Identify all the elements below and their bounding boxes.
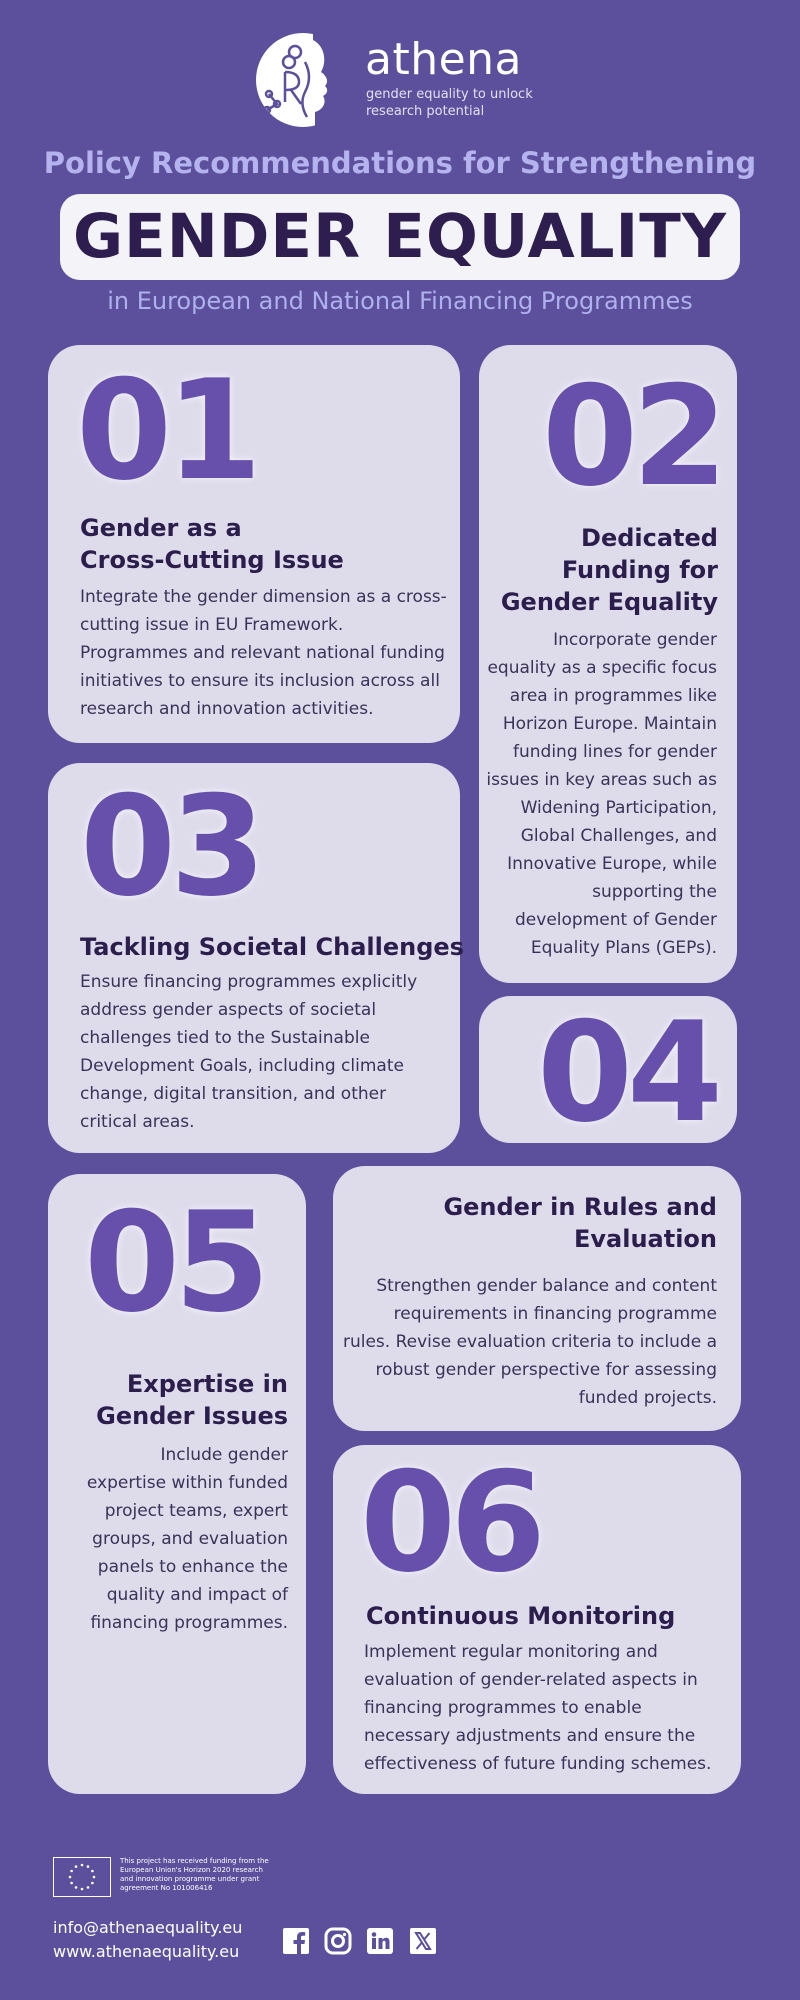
card-body-line: effectiveness of future funding schemes. <box>364 1754 712 1774</box>
eu-notice-line: This project has received funding from the <box>120 1857 269 1865</box>
card-body-line: panels to enhance the <box>97 1557 288 1577</box>
card-body-line: groups, and evaluation <box>92 1529 288 1549</box>
linkedin-icon[interactable] <box>366 1927 394 1955</box>
card-body-line: quality and impact of <box>106 1585 288 1605</box>
card-number: 02 <box>541 356 722 517</box>
card-body-line: Include gender <box>160 1445 288 1465</box>
card-body-line: requirements in financing programme <box>393 1304 717 1324</box>
card-body-line: robust gender perspective for assessing <box>375 1360 717 1380</box>
eu-notice-line: European Union's Horizon 2020 research <box>120 1866 263 1874</box>
card-body <box>364 1638 734 1778</box>
eu-notice-line: and innovation programme under grant <box>120 1875 260 1883</box>
card-body-line: critical areas. <box>80 1112 195 1132</box>
card-title-line: Expertise in <box>126 1370 288 1398</box>
card-body-line: Equality Plans (GEPs). <box>530 938 717 958</box>
card-number: 05 <box>84 1182 265 1343</box>
card-number: 03 <box>80 766 261 927</box>
card-body-line: Widening Participation, <box>520 798 717 818</box>
eu-flag-icon <box>53 1857 111 1897</box>
facebook-icon[interactable] <box>282 1927 310 1955</box>
card-title-line: Funding for <box>561 556 718 584</box>
card-body <box>48 1441 288 1637</box>
eu-notice-line: agreement No 101006416 <box>120 1884 213 1892</box>
card-number: 04 <box>536 992 717 1153</box>
card-body-line: cutting issue in EU Framework. <box>80 615 344 635</box>
card-body-line: address gender aspects of societal <box>80 1000 377 1020</box>
card-title-line: Dedicated <box>581 524 718 552</box>
card-body-line: Strengthen gender balance and content <box>376 1276 717 1296</box>
card-title-line: Gender Issues <box>96 1402 288 1430</box>
card-title-line: Gender in Rules and <box>443 1193 717 1221</box>
card-title <box>333 1191 717 1255</box>
card-body-line: Innovative Europe, while <box>507 854 717 874</box>
card-title-line: Cross-Cutting Issue <box>80 546 344 574</box>
card-body-line: funded projects. <box>578 1388 717 1408</box>
card-body-line: evaluation of gender-related aspects in <box>364 1670 698 1690</box>
brand-name: athena <box>365 34 523 85</box>
card-body-line: issues in key areas such as <box>486 770 717 790</box>
brand-tagline-line: gender equality to unlock <box>366 87 533 102</box>
card-body-line: expertise within funded <box>86 1473 288 1493</box>
card-body-line: Global Challenges, and <box>520 826 717 846</box>
card-body-line: project teams, expert <box>104 1501 288 1521</box>
card-body-line: funding lines for gender <box>513 742 717 762</box>
card-body-line: Development Goals, including climate <box>80 1056 404 1076</box>
brand-tagline <box>366 86 566 120</box>
card-body-line: development of Gender <box>515 910 717 930</box>
card-title-line: Gender as a <box>80 514 242 542</box>
card-body-line: Incorporate gender <box>553 630 717 650</box>
card-title-line: Gender Equality <box>500 588 718 616</box>
card-number: 01 <box>76 350 257 511</box>
card-body-line: Integrate the gender dimension as a cross- <box>80 587 447 607</box>
contact-email-link[interactable]: info@athenaequality.eu <box>53 1918 243 1937</box>
card-body <box>80 968 450 1136</box>
card-body-line: area in programmes like <box>509 686 717 706</box>
card-body <box>80 583 450 723</box>
card-body-line: rules. Revise evaluation criteria to include a <box>342 1332 717 1352</box>
card-body-line: Programmes and relevant national funding <box>80 643 445 663</box>
card-title <box>80 931 464 963</box>
card-body-line: research and innovation activities. <box>80 699 374 719</box>
card-body <box>479 626 717 962</box>
card-body-line: Implement regular monitoring and <box>364 1642 658 1662</box>
card-body-line: Horizon Europe. Maintain <box>502 714 717 734</box>
card-body <box>333 1272 717 1412</box>
card-body-line: challenges tied to the Sustainable <box>80 1028 370 1048</box>
card-body-line: necessary adjustments and ensure the <box>364 1726 696 1746</box>
instagram-icon[interactable] <box>324 1927 352 1955</box>
card-title-line: Continuous Monitoring <box>366 1602 676 1630</box>
card-body-line: equality as a specific focus <box>487 658 717 678</box>
card-title-line: Tackling Societal Challenges <box>80 933 464 961</box>
card-title <box>48 1368 288 1432</box>
card-body-line: change, digital transition, and other <box>80 1084 387 1104</box>
card-title-line: Evaluation <box>573 1225 717 1253</box>
eu-funding-notice <box>120 1857 290 1893</box>
page-title: GENDER EQUALITY <box>72 201 728 272</box>
card-body-line: initiatives to ensure its inclusion across all <box>80 671 440 691</box>
website-link[interactable]: www.athenaequality.eu <box>53 1942 240 1961</box>
card-title <box>80 512 344 576</box>
athena-logo-icon <box>255 32 351 128</box>
card-body-line: financing programmes to enable <box>364 1698 642 1718</box>
card-title <box>366 1600 675 1632</box>
post-title: in European and National Financing Programmes <box>107 287 693 315</box>
brand-tagline-line: research potential <box>366 104 485 119</box>
card-title <box>479 522 718 618</box>
card-body-line: financing programmes. <box>90 1613 288 1633</box>
card-body-line: Ensure financing programmes explicitly <box>80 972 418 992</box>
card-body-line: supporting the <box>592 882 717 902</box>
x-icon[interactable] <box>409 1927 437 1955</box>
card-number: 06 <box>360 1442 541 1603</box>
pre-title: Policy Recommendations for Strengthening <box>43 146 757 180</box>
